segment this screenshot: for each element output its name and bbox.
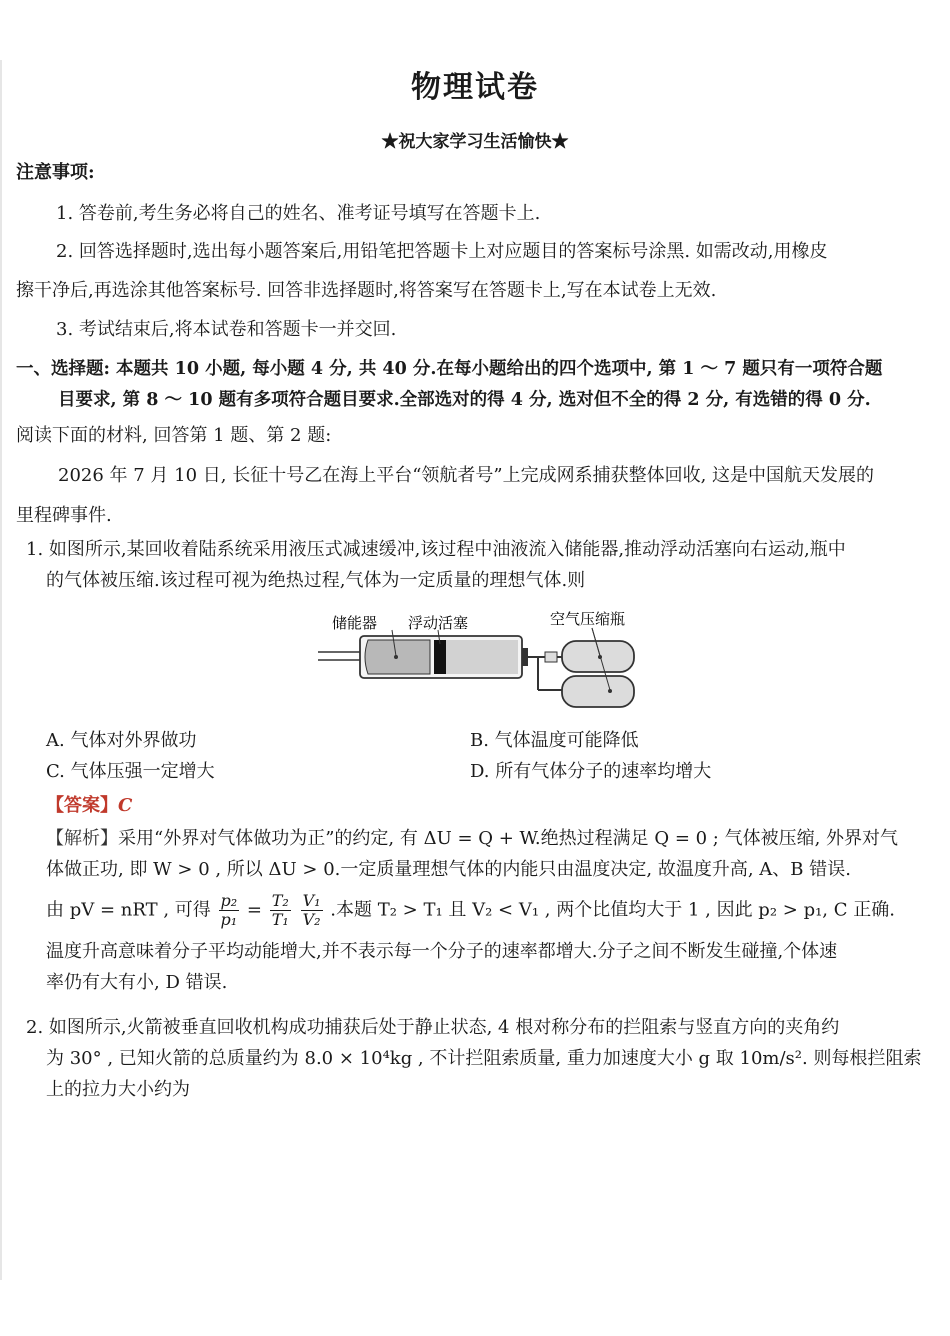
gas-region xyxy=(446,640,518,674)
pipe-joint xyxy=(545,652,557,662)
analysis-line-4: 温度升高意味着分子平均动能增大,并不表示每一个分子的速率都增大.分子之间不断发生碰撞,个体速 xyxy=(46,941,838,962)
question-2-line-3: 上的拉力大小约为 xyxy=(46,1079,190,1100)
cylinder-cap xyxy=(522,648,528,666)
fraction-t: $\frac{\text{T₂}}{\text{T₁}}$ xyxy=(271,891,289,929)
analysis-tag: 【解析】 xyxy=(46,828,118,849)
answer-line xyxy=(46,794,132,818)
notice-item-2-line-1: 2. 回答选择题时,选出每小题答案后,用铅笔把答题卡上对应题目的答案标号涂黑. 如需改动,用橡皮 xyxy=(56,241,828,262)
analysis-text-3-post: .本题 T₂ > T₁ 且 V₂ < V₁ , 两个比值均大于 1 , 因此 p₂ > p₁, C 正确. xyxy=(330,899,895,921)
fraction-v: $\frac{\text{V₁}}{\text{V₂}}$ xyxy=(302,891,321,929)
material-line-2: 里程碑事件. xyxy=(16,505,112,526)
label-accumulator: 储能器 xyxy=(332,615,378,632)
analysis-text-3-pre: 由 pV = nRT , 可得 xyxy=(46,899,211,921)
answer-value: C xyxy=(118,795,133,816)
material-line-1: 2026 年 7 月 10 日, 长征十号乙在海上平台“领航者号”上完成网系捕获整体回收, 这是中国航天发展的 xyxy=(58,465,875,486)
page-subtitle: ★祝大家学习生活愉快★ xyxy=(381,132,569,152)
question-2-line-1: 2. 如图所示,火箭被垂直回收机构成功捕获后处于静止状态, 4 根对称分布的拦阻索与竖直方向的夹角约 xyxy=(26,1017,840,1038)
section-1-heading-line-2: 目要求, 第 8 ～ 10 题有多项符合题目要求.全部选对的得 4 分, 选对但不全的得 2 分, 有选错的得 0 分. xyxy=(58,390,871,410)
analysis-line-3 xyxy=(46,892,895,929)
notice-item-2-line-2: 擦干净后,再选涂其他答案标号. 回答非选择题时,将答案写在答题卡上,写在本试卷上无效. xyxy=(16,280,717,301)
label-piston: 浮动活塞 xyxy=(408,615,469,632)
question-2-line-2: 为 30° , 已知火箭的总质量约为 8.0 × 10⁴kg , 不计拦阻索质量, 重力加速度大小 g 取 10m/s². 则每根拦阻索 xyxy=(46,1048,922,1069)
page-edge-shadow xyxy=(0,60,2,1280)
option-c: C. 气体压强一定增大 xyxy=(46,761,215,782)
gas-bottle-top xyxy=(562,641,634,672)
label-bottle: 空气压缩瓶 xyxy=(550,611,626,628)
page-title: 物理试卷 xyxy=(411,70,539,105)
hydraulic-diagram xyxy=(310,600,650,715)
question-1-line-2: 的气体被压缩.该过程可视为绝热过程,气体为一定质量的理想气体.则 xyxy=(46,570,586,591)
gas-bottle-bottom xyxy=(562,676,634,707)
notice-item-1: 1. 答卷前,考生务必将自己的姓名、准考证号填写在答题卡上. xyxy=(56,203,541,224)
analysis-line-2: 体做正功, 即 W > 0 , 所以 ΔU > 0.一定质量理想气体的内能只由温度决定, 故温度升高, A、B 错误. xyxy=(46,859,851,880)
fraction-p: $\frac{\text{p₂}}{\text{p₁}}$ xyxy=(220,891,238,929)
analysis-text-1: 采用“外界对气体做功为正”的约定, 有 ΔU = Q + W.绝热过程满足 Q = 0 ; 气体被压缩, 外界对气 xyxy=(118,828,899,849)
answer-tag: 【答案】 xyxy=(46,795,118,816)
option-d: D. 所有气体分子的速率均增大 xyxy=(470,761,712,782)
notice-heading: 注意事项: xyxy=(16,162,95,183)
question-1-line-1: 1. 如图所示,某回收着陆系统采用液压式减速缓冲,该过程中油液流入储能器,推动浮动活塞向右运动,瓶中 xyxy=(26,539,846,560)
option-a: A. 气体对外界做功 xyxy=(46,730,197,751)
notice-item-3: 3. 考试结束后,将本试卷和答题卡一并交回. xyxy=(56,319,397,340)
option-b: B. 气体温度可能降低 xyxy=(470,730,639,751)
inlet-pipes xyxy=(318,652,362,660)
analysis-line-5: 率仍有大有小, D 错误. xyxy=(46,972,228,993)
section-1-heading-line-1: 一、选择题: 本题共 10 小题, 每小题 4 分, 共 40 分.在每小题给出的四个选项中, 第 1 ～ 7 题只有一项符合题 xyxy=(16,359,883,379)
analysis-line-1 xyxy=(46,827,898,851)
material-intro: 阅读下面的材料, 回答第 1 题、第 2 题: xyxy=(16,425,332,446)
floating-piston xyxy=(434,640,446,674)
fraction-equals: = xyxy=(246,899,262,921)
